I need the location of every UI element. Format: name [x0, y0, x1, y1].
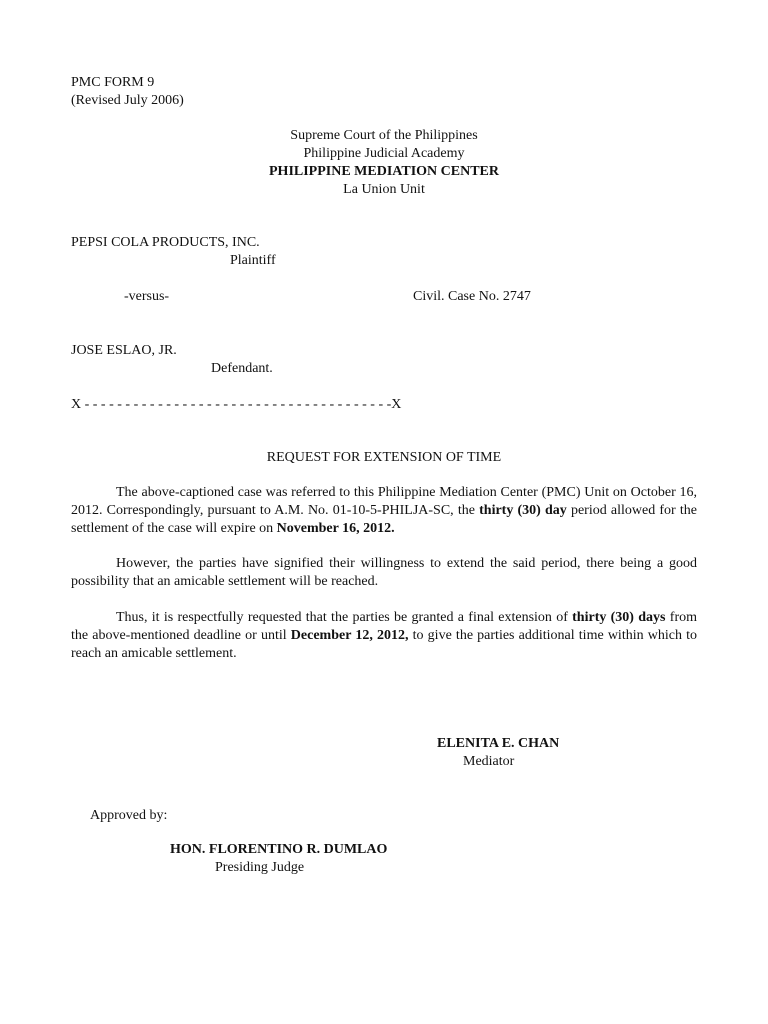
approved-by-label: Approved by: [90, 808, 168, 823]
versus-label: -versus- [124, 289, 170, 304]
defendant-name: JOSE ESLAO, JR. [71, 343, 177, 358]
academy-name: Philippine Judicial Academy [303, 146, 465, 161]
paragraph-3-bold-period: thirty (30) days [572, 610, 666, 625]
paragraph-1-bold-date: November 16, 2012. [276, 521, 395, 536]
mediator-title: Mediator [463, 754, 515, 769]
judge-name: HON. FLORENTINO R. DUMLAO [170, 842, 388, 857]
paragraph-1-text-a: The above-captioned case was referred to this Philippine Mediation Center (PMC) Unit on October 16, 2012. Correspondingly, pursuant to A.M. No. 01-10-5-PHILJA-SC, the [71, 485, 697, 518]
document-title: REQUEST FOR EXTENSION OF TIME [266, 450, 502, 465]
paragraph-1-text-c: period allowed for the settlement of the case will expire on [71, 503, 697, 536]
form-revision: (Revised July 2006) [71, 93, 184, 108]
paragraph-3 [71, 609, 697, 663]
paragraph-2: However, the parties have signified their willingness to extend the said period, there being a good possibility that an amicable settlement will be reached. [71, 556, 697, 589]
unit-name: La Union Unit [343, 182, 425, 197]
plaintiff-name: PEPSI COLA PRODUCTS, INC. [71, 235, 260, 250]
judge-title: Presiding Judge [215, 860, 305, 875]
plaintiff-role: Plaintiff [230, 253, 276, 268]
center-name: PHILIPPINE MEDIATION CENTER [269, 164, 499, 179]
paragraph-3-bold-date: December 12, 2012, [290, 628, 409, 643]
mediator-name: ELENITA E. CHAN [437, 736, 560, 751]
form-number: PMC FORM 9 [71, 75, 155, 90]
paragraph-1-bold-period: thirty (30) day [479, 503, 567, 518]
paragraph-3-text-a: Thus, it is respectfully requested that the parties be granted a final extension of [116, 610, 573, 625]
defendant-role: Defendant. [211, 361, 273, 376]
paragraph-1 [71, 484, 697, 538]
paragraph-3-text-c: from the above-mentioned deadline or until [71, 610, 697, 643]
case-number: Civil. Case No. 2747 [413, 289, 531, 304]
court-name: Supreme Court of the Philippines [290, 128, 478, 143]
caption-separator: X - - - - - - - - - - - - - - - - - - - - - - - - - - - - - - - - - - - - - -X [71, 397, 402, 412]
paragraph-3-text-e: to give the parties additional time within which to reach an amicable settlement. [71, 628, 698, 661]
